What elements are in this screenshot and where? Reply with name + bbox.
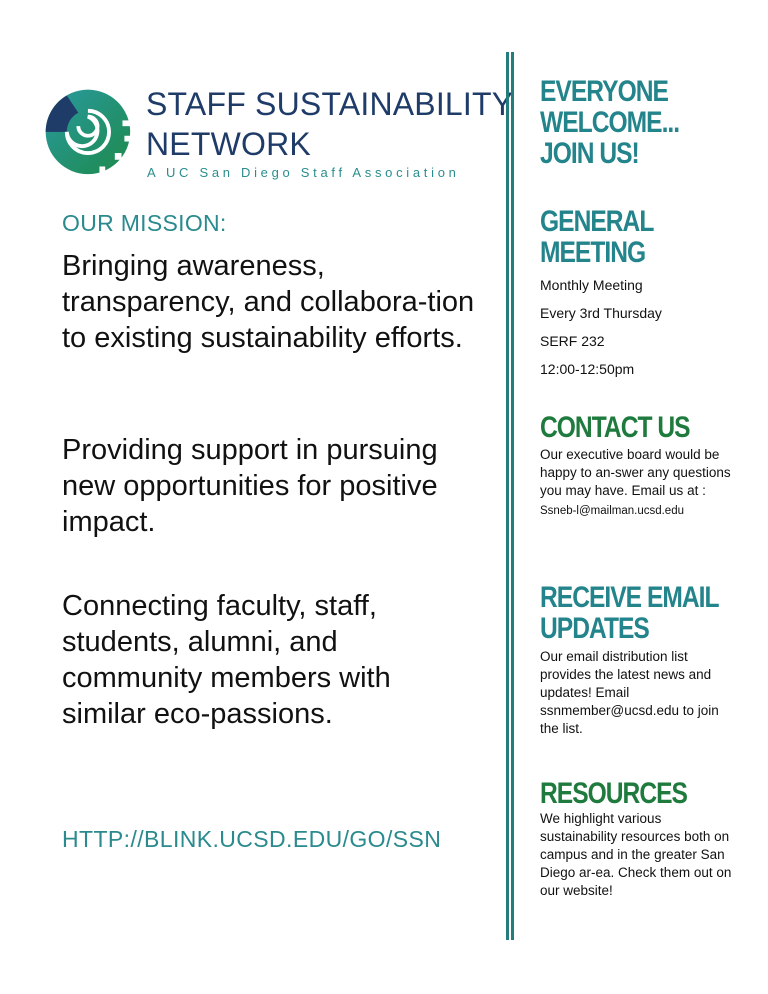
email-updates-heading [540,581,719,645]
org-name-line-1: STAFF SUSTAINABILITY [146,86,514,122]
mission-heading: OUR MISSION: [62,210,227,236]
general-meeting-heading [540,206,712,268]
column-divider [506,52,514,940]
meeting-frequency: Monthly Meeting [540,277,643,293]
mission-paragraph-2: Providing support in pursuing new opportunities for positive impact. [62,434,438,538]
org-name-line-2: NETWORK [146,126,311,162]
org-tagline: A UC San Diego Staff Association [147,165,460,180]
email-updates-line-1: RECEIVE EMAIL [540,581,719,614]
meeting-day: Every 3rd Thursday [540,305,662,321]
welcome-line-1: EVERYONE [540,75,668,108]
general-meeting-line-1: GENERAL [540,205,654,238]
welcome-line-2: WELCOME... [540,106,680,139]
welcome-heading [540,76,712,169]
contact-text [540,446,740,520]
email-updates-text: Our email distribution list provides the latest news and updates! Email ssnmember@ucsd.edu to join the list. [540,649,719,736]
meeting-time: 12:00-12:50pm [540,361,635,377]
resources-heading: RESOURCES [540,777,687,810]
contact-description: Our executive board would be happy to an-swer any questions you may have. Email us at : [540,447,731,498]
mission-paragraph-1: Bringing awareness, transparency, and collabora-tion to existing sustainability efforts. [62,250,475,354]
gear-spiral-logo-icon [38,82,134,178]
meeting-location: SERF 232 [540,333,605,349]
organization-name [146,84,513,164]
email-updates-line-2: UPDATES [540,612,649,645]
mission-paragraph-3: Connecting faculty, staff, students, alumni, and community members with similar eco-passions. [62,590,391,730]
contact-heading: CONTACT US [540,411,690,444]
website-link[interactable]: HTTP://BLINK.UCSD.EDU/GO/SSN [62,826,442,852]
resources-text: We highlight various sustainability resources both on campus and in the greater San Diego ar-ea. Check them out on our website! [540,811,732,898]
welcome-line-3: JOIN US! [540,137,639,170]
general-meeting-line-2: MEETING [540,236,646,269]
contact-email[interactable]: Ssneb-l@mailman.ucsd.edu [540,505,684,517]
